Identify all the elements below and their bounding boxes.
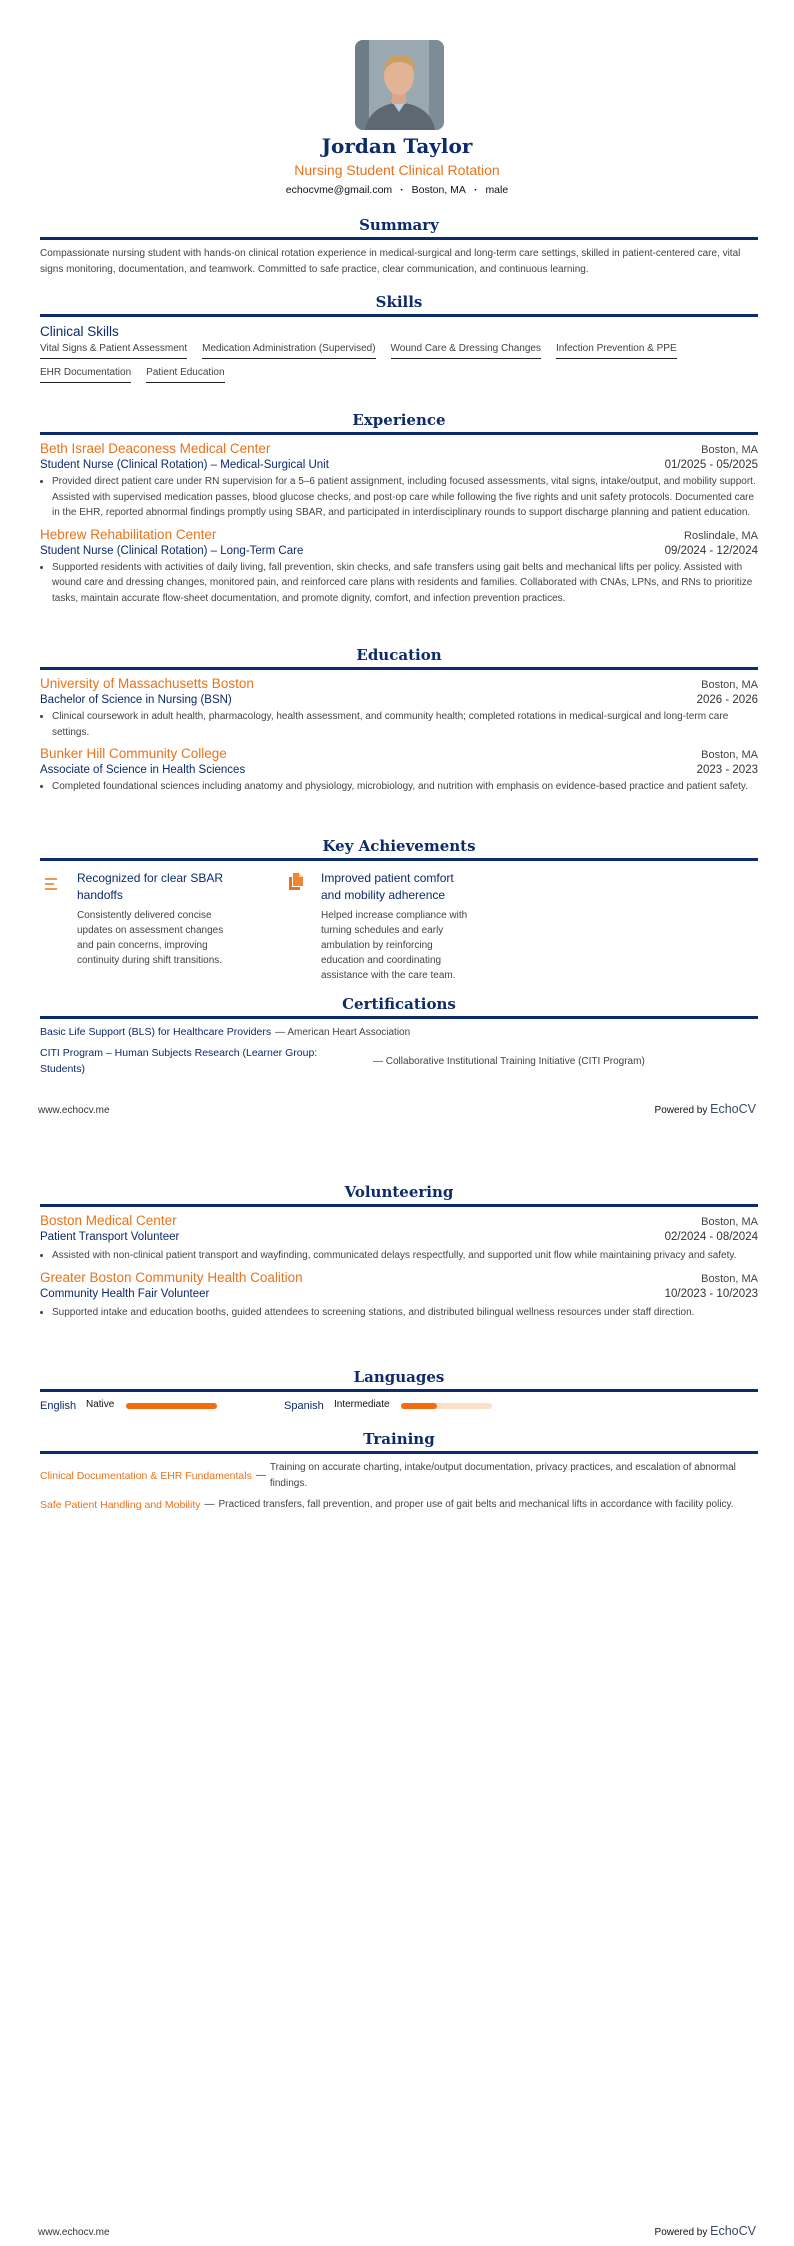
section-heading: Training [40, 1430, 758, 1454]
employer: Beth Israel Deaconess Medical Center [40, 441, 271, 456]
list-icon [45, 877, 59, 895]
education-entry [40, 676, 758, 740]
gender: male [485, 184, 509, 196]
entry-bullet: • Supported residents with activities of daily living, fall prevention, skin checks, and safe transfers using gait belts and mechanical lifts per policy. Assisted with wound care and dressing changes, monitored pain, and reinforced care plans with residents and families. Collaborated with CNAs, LPNs, and RNs to prioritize tasks, maintain accurate flow-sheet documentation, and promote dignity, comfort, and infection prevention practices. [52, 560, 758, 607]
organization: Boston Medical Center [40, 1213, 177, 1228]
footer-website[interactable]: www.echocv.me [38, 1105, 110, 1116]
skills-section [40, 293, 758, 391]
training-section [40, 1430, 758, 1513]
experience-entry [40, 441, 758, 521]
training-text: Training on accurate charting, intake/output documentation, privacy practices, and escalation of abnormal findings. [269, 1462, 736, 1489]
footer-website[interactable]: www.echocv.me [38, 2227, 110, 2238]
powered-by-label: Powered by [654, 2227, 708, 2238]
summary-text: Compassionate nursing student with hands-on clinical rotation experience in medical-surgical and long-term care settings, skilled in patient-centered care, vital signs monitoring, documentation, and teamwork. Committed to safe practice, clear communication, and continuous learning. [40, 248, 741, 275]
volunteer-role: Community Health Fair Volunteer [40, 1287, 210, 1300]
entry-dates: 01/2025 - 05/2025 [664, 459, 758, 471]
entry-location: Boston, MA [701, 444, 758, 456]
section-heading: Languages [40, 1368, 758, 1392]
profile-photo [355, 40, 444, 130]
candidate-name: Jordan Taylor [321, 134, 473, 158]
entry-location: Roslindale, MA [684, 529, 758, 542]
section-heading: Education [40, 646, 758, 670]
school: University of Massachusetts Boston [40, 676, 254, 691]
certifications-section [40, 995, 758, 1077]
skill-tag: Wound Care & Dressing Changes [391, 343, 541, 359]
section-heading: Volunteering [40, 1183, 758, 1207]
degree: Associate of Science in Health Sciences [40, 764, 246, 776]
email[interactable]: echocvme@gmail.com [285, 184, 393, 196]
entry-location: Boston, MA [701, 1216, 758, 1228]
skill-tag: Patient Education [146, 367, 224, 383]
degree: Bachelor of Science in Nursing (BSN) [40, 694, 232, 706]
certification-issuer: — American Heart Association [275, 1026, 411, 1038]
footer-powered-by [655, 2224, 756, 2238]
certification-name: CITI Program – Human Subjects Research (Learner Group: Students) [40, 1047, 318, 1075]
education-entry [40, 746, 758, 795]
achievement-text: Consistently delivered concise updates on assessment changes and pain concerns, improving continuity during shift transitions. [77, 910, 224, 966]
entry-bullet: • Supported intake and education booths, guided attendees to screening stations, and distributed bilingual wellness resources under staff direction. [52, 1305, 758, 1321]
achievement-text: Helped increase compliance with turning schedules and early ambulation by reinforcing education and coordinating assistance with the care team. [321, 910, 468, 981]
volunteering-section [40, 1183, 758, 1320]
training-item: Clinical Documentation & EHR Fundamentals — Training on accurate charting, intake/output documentation, privacy practices, and escalation of abnormal findings. [40, 1460, 758, 1491]
education-section [40, 646, 758, 795]
school: Bunker Hill Community College [40, 746, 227, 761]
skill-group-title: Clinical Skills [40, 324, 119, 339]
language-name: Spanish [284, 1400, 324, 1412]
entry-dates: 2023 - 2023 [696, 764, 758, 776]
achievement-title: Improved patient comfort and mobility adherence [321, 871, 454, 902]
language-name: English [40, 1400, 77, 1412]
training-text: Practiced transfers, fall prevention, and proper use of gait belts and mechanical lifts in accordance with facility policy. [218, 1499, 734, 1510]
entry-dates: 10/2023 - 10/2023 [664, 1287, 758, 1300]
certification-item [40, 1045, 758, 1077]
volunteer-entry [40, 1270, 758, 1321]
brand-link[interactable]: EchoCV [710, 2224, 756, 2238]
skill-tag: Vital Signs & Patient Assessment [40, 343, 187, 359]
achievement-item [321, 870, 471, 983]
experience-section [40, 411, 758, 606]
entry-bullet: • Completed foundational sciences including anatomy and physiology, microbiology, and nutrition with emphasis on evidence-based practice and patient safety. [52, 779, 758, 795]
employer: Hebrew Rehabilitation Center [40, 526, 217, 542]
certification-name: Basic Life Support (BLS) for Healthcare Providers [40, 1026, 272, 1038]
entry-location: Boston, MA [701, 1272, 758, 1285]
entry-dates: 09/2024 - 12/2024 [664, 544, 758, 557]
section-heading: Summary [40, 216, 758, 240]
proficiency-fill [401, 1403, 437, 1409]
entry-location: Boston, MA [701, 679, 758, 691]
section-heading: Certifications [40, 995, 758, 1019]
entry-bullet: • Assisted with non-clinical patient transport and wayfinding, communicated delays respectfully, and supported unit flow while maintaining privacy and safety. [52, 1248, 758, 1264]
contact-info: echocvme@gmail.com · Boston, MA · male [285, 184, 509, 196]
entry-location: Boston, MA [701, 749, 758, 761]
footer-powered-by [655, 1102, 756, 1116]
job-role: Student Nurse (Clinical Rotation) – Long-Term Care [40, 544, 304, 557]
achievement-title: Recognized for clear SBAR handoffs [77, 871, 224, 902]
skill-list [40, 343, 758, 391]
summary-section [40, 216, 758, 277]
skill-tag: EHR Documentation [40, 367, 131, 383]
entry-bullet: • Provided direct patient care under RN supervision for a 5–6 patient assignment, including focused assessments, vital signs, intake/output, and mobility support. Assisted with supervised medication passes, blood glucose checks, and post-op care while following the five rights and unit safety protocols. Documented care in the EHR, reported abnormal findings promptly using SBAR, and participated in interdisciplinary rounds to support discharge planning and patient education. [52, 474, 758, 521]
language-proficiency-bar [401, 1403, 492, 1409]
brand-link[interactable]: EchoCV [710, 1102, 756, 1116]
achievements-section [40, 837, 758, 981]
language-proficiency-bar [126, 1403, 217, 1409]
skill-tag: Medication Administration (Supervised) [202, 343, 375, 359]
achievement-item [77, 870, 227, 968]
section-heading: Experience [40, 411, 758, 435]
volunteer-role: Patient Transport Volunteer [40, 1231, 180, 1243]
language-level: Intermediate [334, 1399, 390, 1410]
language-list [40, 1398, 758, 1418]
language-level: Native [86, 1399, 115, 1410]
training-item: Safe Patient Handling and Mobility — Practiced transfers, fall prevention, and proper use of gait belts and mechanical lifts in accordance with facility policy. [40, 1498, 734, 1511]
copy-icon [289, 873, 303, 895]
proficiency-fill [126, 1403, 217, 1409]
candidate-title: Nursing Student Clinical Rotation [294, 162, 500, 178]
certification-issuer: — Collaborative Institutional Training Initiative (CITI Program) [373, 1055, 645, 1067]
section-heading: Skills [40, 293, 758, 317]
job-role: Student Nurse (Clinical Rotation) – Medical-Surgical Unit [40, 459, 329, 471]
certification-item [40, 1026, 758, 1038]
location: Boston, MA [411, 184, 466, 196]
volunteer-entry [40, 1213, 758, 1264]
entry-dates: 2026 - 2026 [696, 694, 758, 706]
training-name: Clinical Documentation & EHR Fundamentals [40, 1469, 252, 1482]
organization: Greater Boston Community Health Coalition [40, 1269, 303, 1285]
languages-section [40, 1368, 758, 1418]
entry-dates: 02/2024 - 08/2024 [664, 1231, 758, 1243]
section-heading: Key Achievements [40, 837, 758, 861]
entry-bullet: • Clinical coursework in adult health, pharmacology, health assessment, and community health; completed rotations in medical-surgical and long-term care settings. [52, 709, 758, 740]
skill-tag: Infection Prevention & PPE [556, 343, 677, 359]
powered-by-label: Powered by [654, 1105, 708, 1116]
training-name: Safe Patient Handling and Mobility [40, 1498, 201, 1511]
experience-entry [40, 527, 758, 607]
